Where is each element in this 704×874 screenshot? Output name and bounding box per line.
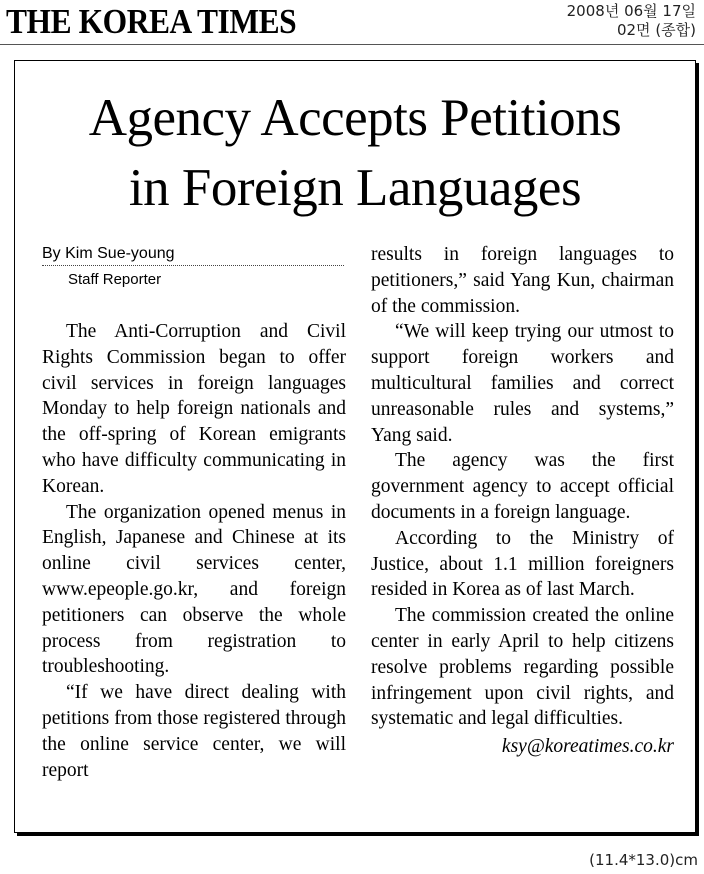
headline-line-2: in Foreign Languages bbox=[128, 159, 582, 217]
article-column-1 bbox=[42, 319, 346, 783]
masthead-rule bbox=[0, 44, 704, 45]
byline-role: Staff Reporter bbox=[68, 271, 162, 288]
article-paragraph: “If we have direct dealing with petitions from those registered through the online service center, we will report bbox=[42, 682, 346, 781]
page-section: 02면 (종합) bbox=[616, 21, 696, 39]
publication-date: 2008년 06월 17일 bbox=[566, 2, 696, 20]
article-frame bbox=[14, 60, 696, 833]
clipping-size-note: (11.4*13.0)cm bbox=[589, 851, 698, 869]
author-email: ksy@koreatimes.co.kr bbox=[501, 736, 674, 758]
article-headline bbox=[15, 83, 695, 223]
article-paragraph: “We will keep trying our utmost to support foreign workers and multicultural families and correct unreasonable rules and systems,” Yang said. bbox=[371, 321, 674, 446]
byline bbox=[42, 245, 344, 288]
headline-line-1: Agency Accepts Petitions bbox=[88, 89, 622, 147]
dateline bbox=[567, 2, 696, 40]
article-paragraph: results in foreign languages to petitioners,” said Yang Kun, chairman of the commission. bbox=[371, 244, 674, 317]
newspaper-logo: THE KOREA TIMES bbox=[6, 2, 297, 41]
article-paragraph: According to the Ministry of Justice, about 1.1 million foreigners resided in Korea as of last March. bbox=[371, 527, 674, 601]
masthead bbox=[0, 0, 704, 44]
article-column-2 bbox=[371, 242, 674, 760]
article-paragraph: The organization opened menus in English, Japanese and Chinese at its online civil services center, www.epeople.go.kr, and foreign petitioners can observe the whole process from registration to troubleshooting. bbox=[42, 501, 346, 678]
byline-author: By Kim Sue-young bbox=[42, 245, 344, 266]
article-paragraph: The Anti-Corruption and Civil Rights Commission began to offer civil services in foreign languages Monday to help foreign nationals and the off-spring of Korean emigrants who have difficulty communicating in Korean. bbox=[42, 321, 346, 497]
article-paragraph: The agency was the first government agency to accept official documents in a foreign language. bbox=[371, 450, 674, 523]
article-paragraph: The commission created the online center in early April to help citizens resolve problems regarding possible infringement upon civil rights, and systematic and legal difficulties. bbox=[371, 605, 674, 730]
